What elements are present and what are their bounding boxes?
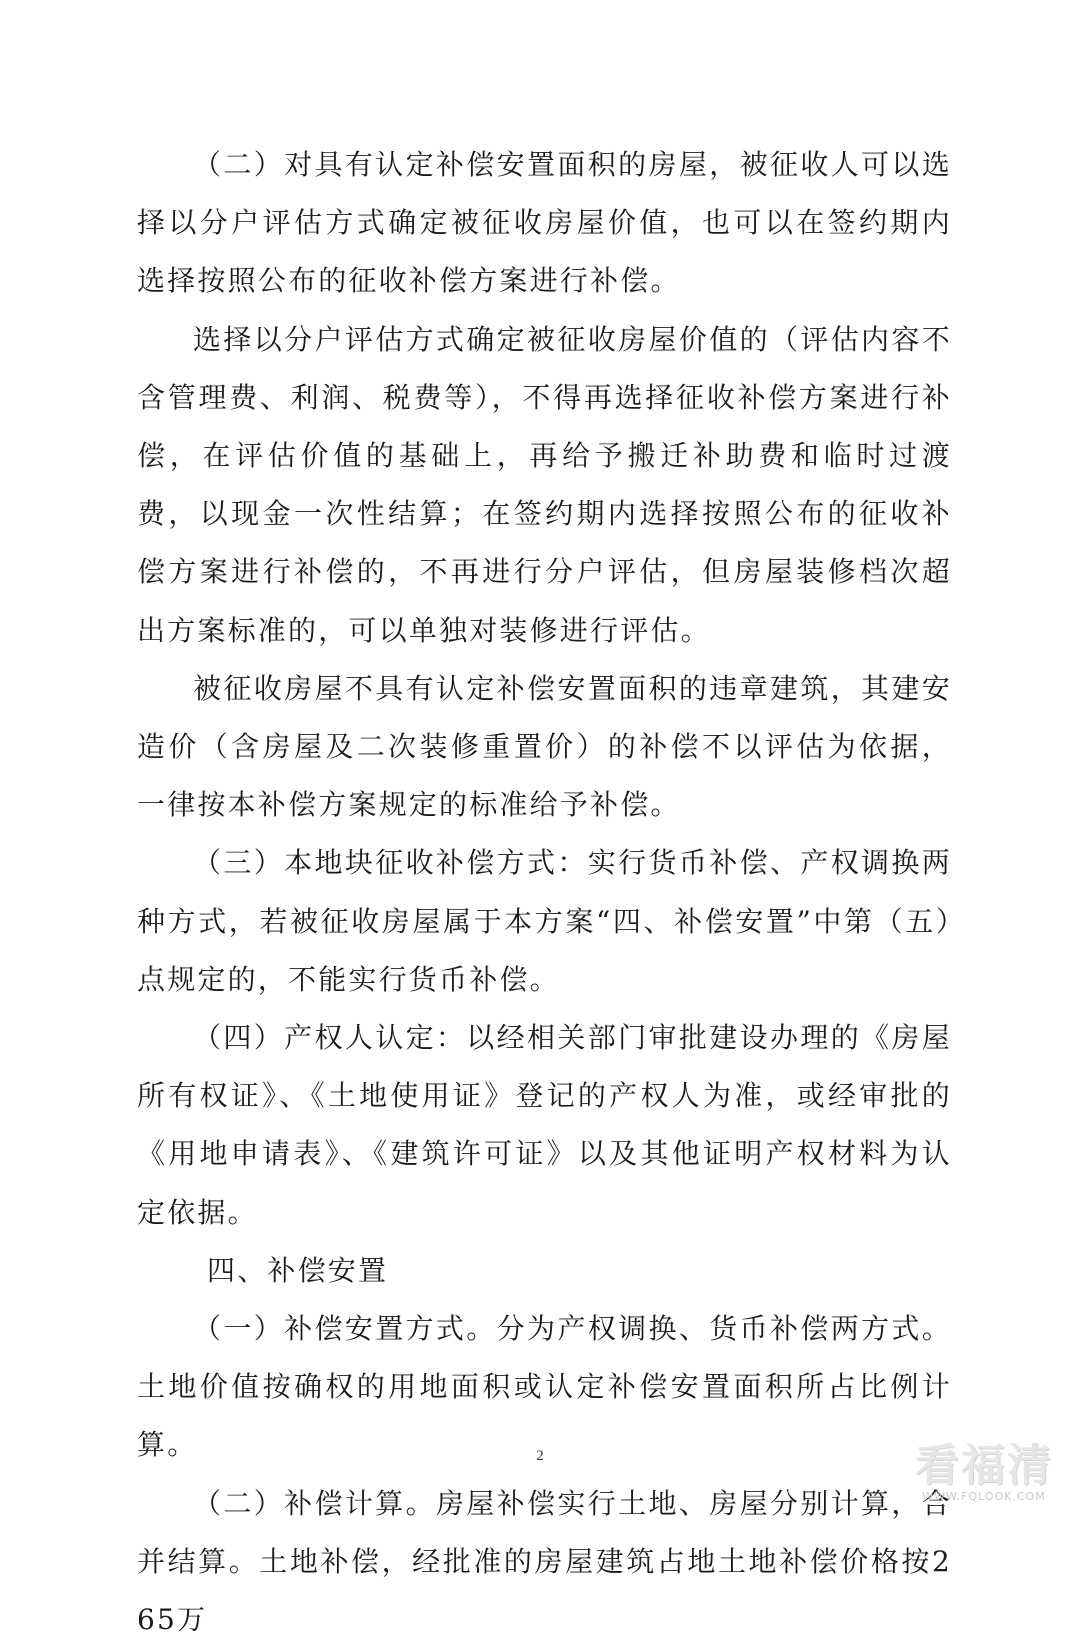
paragraph-compensation-calculation: （二）补偿计算。房屋补偿实行土地、房屋分别计算，合并结算。土地补偿，经批准的房屋建筑占地土地补偿价格按265万 (137, 1486, 952, 1637)
paragraph-assessment-choice: （二）对具有认定补偿安置面积的房屋，被征收人可以选择以分户评估方式确定被征收房屋价值，也可以在签约期内选择按照公布的征收补偿方案进行补偿。 (137, 148, 952, 298)
document-body (137, 136, 952, 1649)
paragraph-resettlement-methods: （一）补偿安置方式。分为产权调换、货币补偿两方式。土地价值按确权的用地面积或认定补偿安置面积所占比例计算。 (137, 1312, 952, 1462)
watermark-logo (914, 1440, 1054, 1503)
paragraph-owner-identification: （四）产权人认定：以经相关部门审批建设办理的《房屋所有权证》、《土地使用证》登记的产权人为准，或经审批的《用地申请表》、《建筑许可证》以及其他证明产权材料为认定依据。 (137, 1021, 952, 1229)
page-number: 2 (536, 1448, 544, 1464)
paragraph-assessment-details: 选择以分户评估方式确定被征收房屋价值的（评估内容不含管理费、利润、税费等），不得再选择征收补偿方案进行补偿，在评估价值的基础上，再给予搬迁补助费和临时过渡费，以现金一次性结算；在签约期内选择按照公布的征收补偿方案进行补偿的，不再进行分户评估，但房屋装修档次超出方案标准的，可以单独对装修进行评估。 (137, 322, 952, 647)
paragraph-illegal-buildings: 被征收房屋不具有认定补偿安置面积的违章建筑，其建安造价（含房屋及二次装修重置价）的补偿不以评估为依据，一律按本补偿方案规定的标准给予补偿。 (137, 671, 952, 822)
section-heading-compensation: 四、补偿安置 (207, 1253, 389, 1287)
paragraph-compensation-methods: （三）本地块征收补偿方式：实行货币补偿、产权调换两种方式，若被征收房屋属于本方案“四、补偿安置”中第（五）点规定的，不能实行货币补偿。 (137, 846, 952, 996)
watermark-text: 看福清 (915, 1440, 1053, 1491)
watermark-url: WWW.FQLOOK.COM (922, 1490, 1046, 1503)
